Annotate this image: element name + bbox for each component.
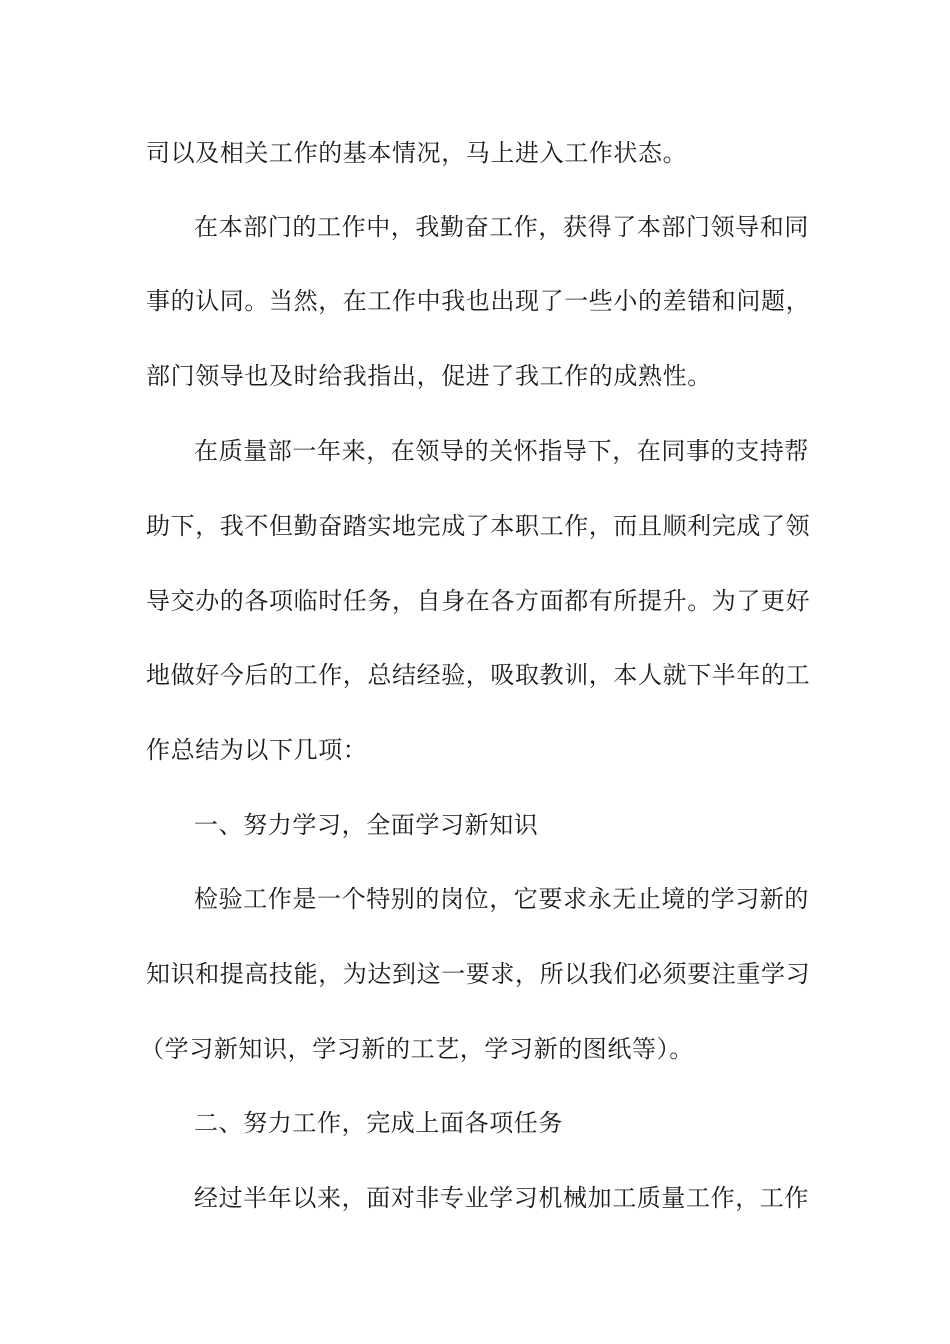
text-line: 知识和提高技能，为达到这一要求，所以我们必须要注重学习 bbox=[146, 960, 811, 988]
paragraph-start: 在质量部一年来，在领导的关怀指导下，在同事的支持帮 bbox=[194, 437, 809, 465]
text-line: 部门领导也及时给我指出，促进了我工作的成熟性。 bbox=[146, 362, 712, 390]
text-line: 地做好今后的工作，总结经验，吸取教训，本人就下半年的工 bbox=[146, 661, 811, 689]
text-line: 助下，我不但勤奋踏实地完成了本职工作，而且顺利完成了领 bbox=[146, 512, 811, 540]
section-heading-2: 二、努力工作，完成上面各项任务 bbox=[194, 1109, 563, 1137]
text-line: 作总结为以下几项： bbox=[146, 736, 368, 764]
text-line: 导交办的各项临时任务，自身在各方面都有所提升。为了更好 bbox=[146, 587, 811, 615]
section-heading-1: 一、努力学习，全面学习新知识 bbox=[194, 811, 539, 839]
paragraph-start: 经过半年以来，面对非专业学习机械加工质量工作，工作 bbox=[194, 1184, 809, 1212]
paragraph-start: 检验工作是一个特别的岗位，它要求永无止境的学习新的 bbox=[194, 885, 809, 913]
text-line: 司以及相关工作的基本情况，马上进入工作状态。 bbox=[146, 139, 688, 167]
paragraph-start: 在本部门的工作中，我勤奋工作，获得了本部门领导和同 bbox=[194, 213, 809, 241]
text-line: （学习新知识，学习新的工艺，学习新的图纸等）。 bbox=[140, 1035, 694, 1063]
text-line: 事的认同。当然，在工作中我也出现了一些小的差错和问题， bbox=[146, 287, 811, 315]
